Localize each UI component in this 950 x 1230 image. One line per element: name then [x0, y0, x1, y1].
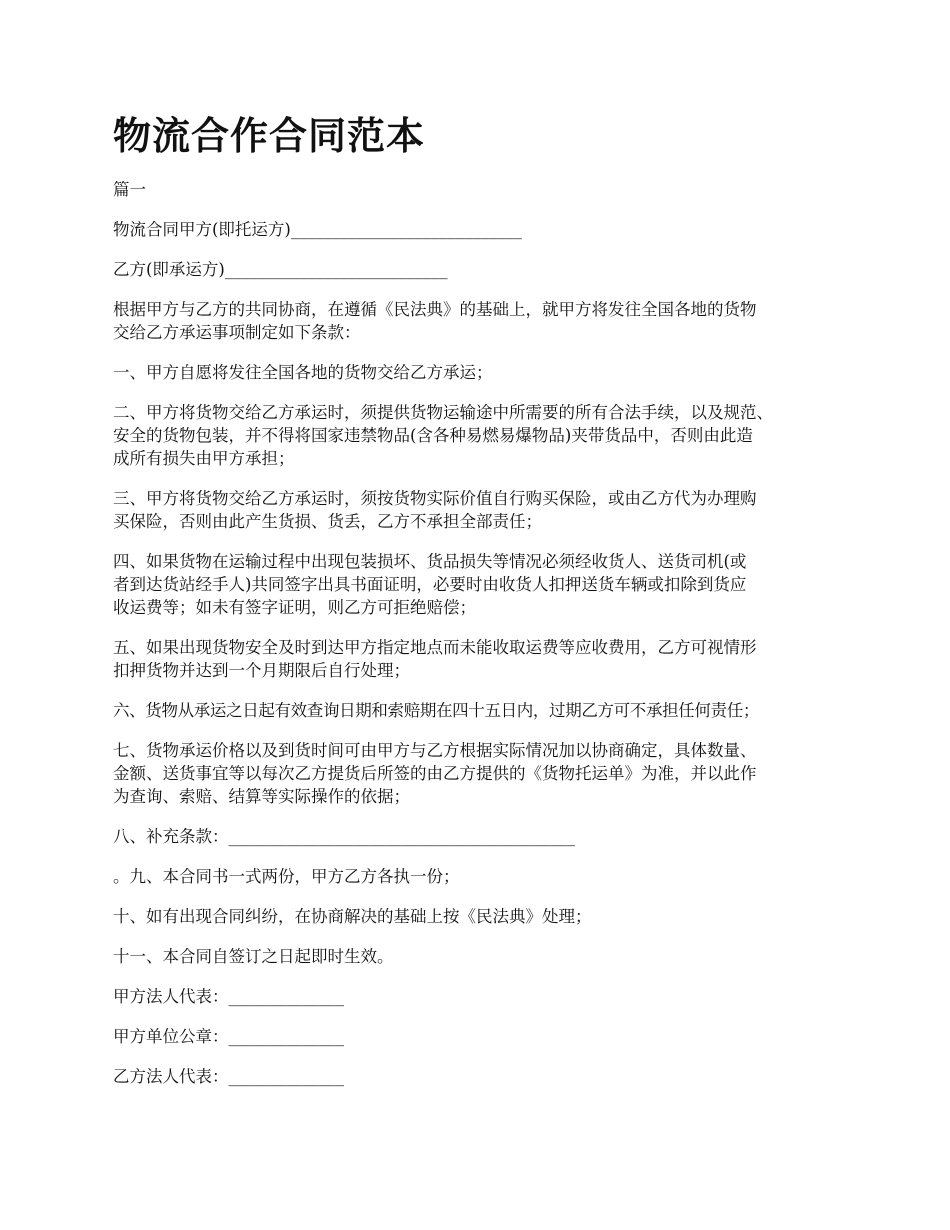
intro-line: 交给乙方承运事项制定如下条款：: [113, 323, 361, 342]
clause-line: 为查询、索赔、结算等实际操作的依据；: [113, 787, 410, 806]
signature-party-b-rep: 乙方法人代表：______________: [113, 1067, 344, 1086]
document-body: [113, 178, 853, 1105]
clause-6: [113, 699, 853, 722]
clause-line: 三、甲方将货物交给乙方承运时，须按货物实际价值自行购买保险，或由乙方代为办理购: [113, 489, 757, 508]
section-label: 篇一: [113, 180, 146, 199]
signature-party-a-rep: 甲方法人代表：______________: [113, 987, 344, 1006]
clause-line: 扣押货物并达到一个月期限后自行处理；: [113, 661, 410, 680]
clause-line: 安全的货物包装，并不得将国家违禁物品(含各种易燃易爆物品)夹带货品中，否则由此造: [113, 426, 753, 445]
clause-3: [113, 487, 853, 533]
intro-line: 根据甲方与乙方的共同协商，在遵循《民法典》的基础上，就甲方将发往全国各地的货物: [113, 300, 757, 319]
clause-9: 。九、本合同书一式两份，甲方乙方各执一份；: [113, 867, 460, 886]
clause-11: 十一、本合同自签订之日起即时生效。: [113, 947, 394, 966]
clause-8: 八、补充条款：__________________________________________: [113, 827, 575, 846]
clause-4: [113, 550, 853, 619]
clause-line: 四、如果货物在运输过程中出现包装损坏、货品损失等情况必须经收货人、送货司机(或: [113, 552, 747, 571]
party-a-line: 物流合同甲方(即托运方)____________________________: [113, 220, 522, 239]
clause-line: 五、如果出现货物安全及时到达甲方指定地点而未能收取运费等应收费用，乙方可视情形: [113, 638, 757, 657]
clause-line: 成所有损失由甲方承担；: [113, 449, 295, 468]
signature-party-a-seal: 甲方单位公章：______________: [113, 1027, 344, 1046]
clause-line: 者到达货站经手人)共同签字出具书面证明，必要时由收货人扣押送货车辆或扣除到货应: [113, 575, 747, 594]
clause-2: [113, 401, 853, 470]
clause-7: [113, 739, 853, 808]
clause-1: [113, 361, 853, 384]
clause-line: 一、甲方自愿将发往全国各地的货物交给乙方承运；: [113, 363, 493, 382]
clause-5: [113, 636, 853, 682]
party-b-line: 乙方(即承运方)___________________________: [113, 260, 448, 279]
clause-line: 收运费等；如未有签字证明，则乙方可拒绝赔偿；: [113, 598, 476, 617]
clause-line: 二、甲方将货物交给乙方承运时，须提供货物运输途中所需要的所有合法手续，以及规范、: [113, 403, 773, 422]
clause-line: 七、货物承运价格以及到货时间可由甲方与乙方根据实际情况加以协商确定，具体数量、: [113, 741, 757, 760]
clause-line: 六、货物从承运之日起有效查询日期和索赔期在四十五日内，过期乙方可不承担任何责任；: [113, 701, 760, 720]
clause-line: 买保险，否则由此产生货损、货丢，乙方不承担全部责任；: [113, 512, 542, 531]
document-title: 物流合作合同范本: [113, 113, 426, 158]
clause-10: 十、如有出现合同纠纷，在协商解决的基础上按《民法典》处理；: [113, 907, 592, 926]
intro-paragraph: [113, 298, 853, 344]
clause-line: 金额、送货事宜等以每次乙方提货后所签的由乙方提供的《货物托运单》为准，并以此作: [113, 764, 757, 783]
